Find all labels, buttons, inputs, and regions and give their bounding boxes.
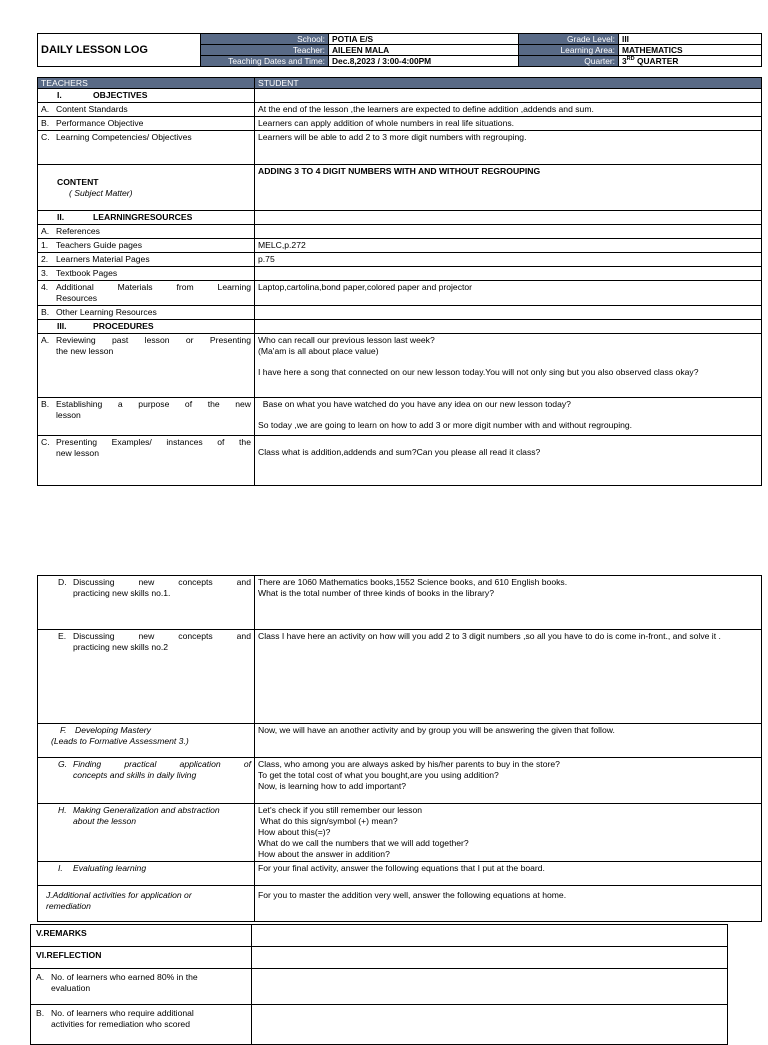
procedure-a-row xyxy=(38,334,762,398)
learning-resources-title: LEARNINGRESOURCES xyxy=(93,212,193,222)
procedure-f-row xyxy=(38,724,762,758)
reflection-b-label: No. of learners who require additional xyxy=(51,1008,194,1018)
procedure-e-row xyxy=(38,630,762,724)
item-letter: F. xyxy=(60,725,67,735)
quarter-number: 3 xyxy=(622,56,627,66)
item-number: 3. xyxy=(41,268,49,278)
procedure-e-label-cont: practicing new skills no.2 xyxy=(73,642,169,652)
textbook-pages-row xyxy=(38,267,762,281)
reflection-row xyxy=(31,947,728,969)
teaching-dates-value: Dec.8,2023 / 3:00-4:00PM xyxy=(329,56,519,67)
lesson-table-part-1 xyxy=(37,77,762,486)
resources-number: II. xyxy=(57,212,65,222)
content-text: ADDING 3 TO 4 DIGIT NUMBERS WITH AND WITHOUT REGROUPING xyxy=(255,165,762,211)
additional-materials-label: Additional Materials from Learning xyxy=(56,282,251,292)
additional-materials-row xyxy=(38,281,762,306)
teacher-value: AILEEN MALA xyxy=(329,45,519,56)
textbook-pages-text xyxy=(255,267,762,281)
procedure-d-line: What is the total number of three kinds of books in the library? xyxy=(258,588,494,598)
other-resources-label: Other Learning Resources xyxy=(56,307,157,317)
student-column-header: STUDENT xyxy=(255,78,762,89)
objectives-title: OBJECTIVES xyxy=(93,90,148,100)
item-letter: C. xyxy=(41,437,50,447)
procedure-j-label-cont: remediation xyxy=(46,901,91,911)
other-resources-text xyxy=(255,306,762,320)
procedure-f-label-cont: (Leads to Formative Assessment 3.) xyxy=(51,736,189,746)
references-label: References xyxy=(56,226,100,236)
procedure-e-text: Class I have here an activity on how will you add 2 to 3 digit numbers ,so all you have to do is come in-front., and solve it . xyxy=(255,630,762,724)
performance-objective-label: Performance Objective xyxy=(56,118,144,128)
school-label: School: xyxy=(201,34,329,45)
procedure-b-label-cont: lesson xyxy=(56,410,81,420)
other-resources-row xyxy=(38,306,762,320)
item-number: 2. xyxy=(41,254,49,264)
learners-material-text: p.75 xyxy=(255,253,762,267)
item-letter: A. xyxy=(41,226,50,236)
teachers-guide-row xyxy=(38,239,762,253)
reflection-a-row xyxy=(31,969,728,1005)
procedure-h-line: Let's check if you still remember our lesson xyxy=(258,805,423,815)
item-number: 1. xyxy=(41,240,49,250)
procedure-a-label: Reviewing past lesson or Presenting xyxy=(56,335,251,345)
learning-area-value: MATHEMATICS xyxy=(619,45,762,56)
procedure-d-line: There are 1060 Mathematics books,1552 Science books, and 610 English books. xyxy=(258,577,568,587)
lesson-table-part-2 xyxy=(37,575,762,922)
additional-materials-label-cont: Resources xyxy=(56,293,98,303)
procedure-a-label-cont: the new lesson xyxy=(56,346,114,356)
reflection-table xyxy=(30,924,728,1045)
procedure-c-label-cont: new lesson xyxy=(56,448,99,458)
content-standards-label: Content Standards xyxy=(56,104,128,114)
content-row xyxy=(38,165,762,211)
quarter-label: Quarter: xyxy=(519,56,619,67)
procedure-h-line: What do this sign/symbol (+) mean? xyxy=(258,816,398,826)
teaching-dates-label: Teaching Dates and Time: xyxy=(201,56,329,67)
item-letter: B. xyxy=(41,307,50,317)
quarter-value xyxy=(619,56,762,67)
item-letter: B. xyxy=(41,399,50,409)
procedure-d-label: Discussing new concepts and xyxy=(73,577,251,587)
grade-level-value: III xyxy=(619,34,762,45)
item-letter: A. xyxy=(41,104,50,114)
procedure-g-row xyxy=(38,758,762,804)
procedure-c-label: Presenting Examples/ instances of the xyxy=(56,437,251,447)
procedure-g-line: To get the total cost of what you bought,are you using addition? xyxy=(258,770,499,780)
procedure-i-label: Evaluating learning xyxy=(73,863,147,873)
objectives-number: I. xyxy=(57,90,62,100)
procedure-g-label: Finding practical application of xyxy=(73,759,251,769)
procedure-e-label: Discussing new concepts and xyxy=(73,631,251,641)
learners-material-row xyxy=(38,253,762,267)
procedure-j-row xyxy=(38,886,762,922)
procedure-h-label: Making Generalization and abstraction xyxy=(73,805,220,815)
performance-objective-text: Learners can apply addition of whole numbers in real life situations. xyxy=(255,117,762,131)
teachers-column-header: TEACHERS xyxy=(38,78,255,89)
procedure-d-row xyxy=(38,576,762,630)
reflection-b-label-cont: activities for remediation who scored xyxy=(51,1019,190,1029)
procedure-h-row xyxy=(38,804,762,862)
teacher-label: Teacher: xyxy=(201,45,329,56)
item-letter: E. xyxy=(58,631,67,641)
procedure-h-line: How about this(=)? xyxy=(258,827,331,837)
remarks-row xyxy=(31,925,728,947)
learners-material-label: Learners Material Pages xyxy=(56,254,150,264)
content-standards-text: At the end of the lesson ,the learners are expected to define addition ,addends and sum. xyxy=(255,103,762,117)
procedures-number: III. xyxy=(57,321,67,331)
procedure-b-row xyxy=(38,398,762,436)
content-label: CONTENT xyxy=(57,176,99,187)
quarter-word: QUARTER xyxy=(634,56,679,66)
procedure-g-label-cont: concepts and skills in daily living xyxy=(73,770,197,780)
document-title: DAILY LESSON LOG xyxy=(38,34,201,67)
procedure-j-text: For you to master the addition very well, answer the following equations at home. xyxy=(255,886,762,922)
performance-objective-row xyxy=(38,117,762,131)
learning-area-label: Learning Area: xyxy=(519,45,619,56)
item-letter: D. xyxy=(58,577,67,587)
learning-resources-row xyxy=(38,211,762,225)
procedures-row xyxy=(38,320,762,334)
procedure-h-line: How about the answer in addition? xyxy=(258,849,390,859)
reflection-a-label: No. of learners who earned 80% in the xyxy=(51,972,198,982)
procedure-f-text: Now, we will have an another activity and by group you will be answering the given that follow. xyxy=(255,724,762,758)
reflection-a-label-cont: evaluation xyxy=(51,983,91,993)
procedure-a-line: (Ma'am is all about place value) xyxy=(258,346,379,356)
procedure-f-label: Developing Mastery xyxy=(75,725,151,735)
subject-matter-label: ( Subject Matter) xyxy=(69,187,133,198)
teachers-guide-text: MELC,p.272 xyxy=(255,239,762,253)
procedure-b-line: So today ,we are going to learn on how to add 3 or more digit number with and without regrouping. xyxy=(258,420,633,430)
procedure-c-row xyxy=(38,436,762,486)
procedure-h-line: What do we call the numbers that we will add together? xyxy=(258,838,469,848)
teachers-guide-label: Teachers Guide pages xyxy=(56,240,142,250)
item-letter: G. xyxy=(58,759,68,769)
learning-competencies-label: Learning Competencies/ Objectives xyxy=(56,132,192,142)
item-letter: A. xyxy=(41,335,50,345)
textbook-pages-label: Textbook Pages xyxy=(56,268,118,278)
procedure-i-row xyxy=(38,862,762,886)
remarks-label: V.REMARKS xyxy=(31,925,252,947)
procedure-b-line: Base on what you have watched do you have any idea on our new lesson today? xyxy=(258,399,571,409)
procedure-i-text: For your final activity, answer the following equations that I put at the board. xyxy=(255,862,762,886)
item-letter: A. xyxy=(36,972,45,982)
procedure-j-label: J.Additional activities for application or xyxy=(46,890,192,900)
references-row xyxy=(38,225,762,239)
item-letter: H. xyxy=(58,805,67,815)
quarter-suffix: RD xyxy=(626,56,635,63)
item-letter: B. xyxy=(36,1008,45,1018)
content-standards-row xyxy=(38,103,762,117)
grade-level-label: Grade Level: xyxy=(519,34,619,45)
item-number: 4. xyxy=(41,282,49,292)
additional-materials-text: Laptop,cartolina,bond paper,colored paper and projector xyxy=(255,281,762,306)
item-letter: C. xyxy=(41,132,50,142)
reflection-label: VI.REFLECTION xyxy=(31,947,252,969)
procedure-d-label-cont: practicing new skills no.1. xyxy=(73,588,171,598)
procedure-h-label-cont: about the lesson xyxy=(73,816,137,826)
procedure-a-line: Who can recall our previous lesson last week? xyxy=(258,335,435,345)
procedure-c-text: Class what is addition,addends and sum?Can you please all read it class? xyxy=(255,436,762,486)
learning-competencies-text: Learners will be able to add 2 to 3 more digit numbers with regrouping. xyxy=(255,131,762,165)
procedure-g-line: Class, who among you are always asked by his/her parents to buy in the store? xyxy=(258,759,560,769)
item-letter: I. xyxy=(58,863,63,873)
reflection-b-row xyxy=(31,1005,728,1045)
procedures-title: PROCEDURES xyxy=(93,321,154,331)
objectives-row xyxy=(38,89,762,103)
item-letter: B. xyxy=(41,118,50,128)
procedure-b-label: Establishing a purpose of the new xyxy=(56,399,251,409)
header-table xyxy=(37,33,762,67)
learning-competencies-row xyxy=(38,131,762,165)
procedure-a-line: I have here a song that connected on our new lesson today.You will not only sing but you also observed class okay? xyxy=(258,367,699,377)
school-value: POTIA E/S xyxy=(329,34,519,45)
procedure-g-line: Now, is learning how to add important? xyxy=(258,781,407,791)
